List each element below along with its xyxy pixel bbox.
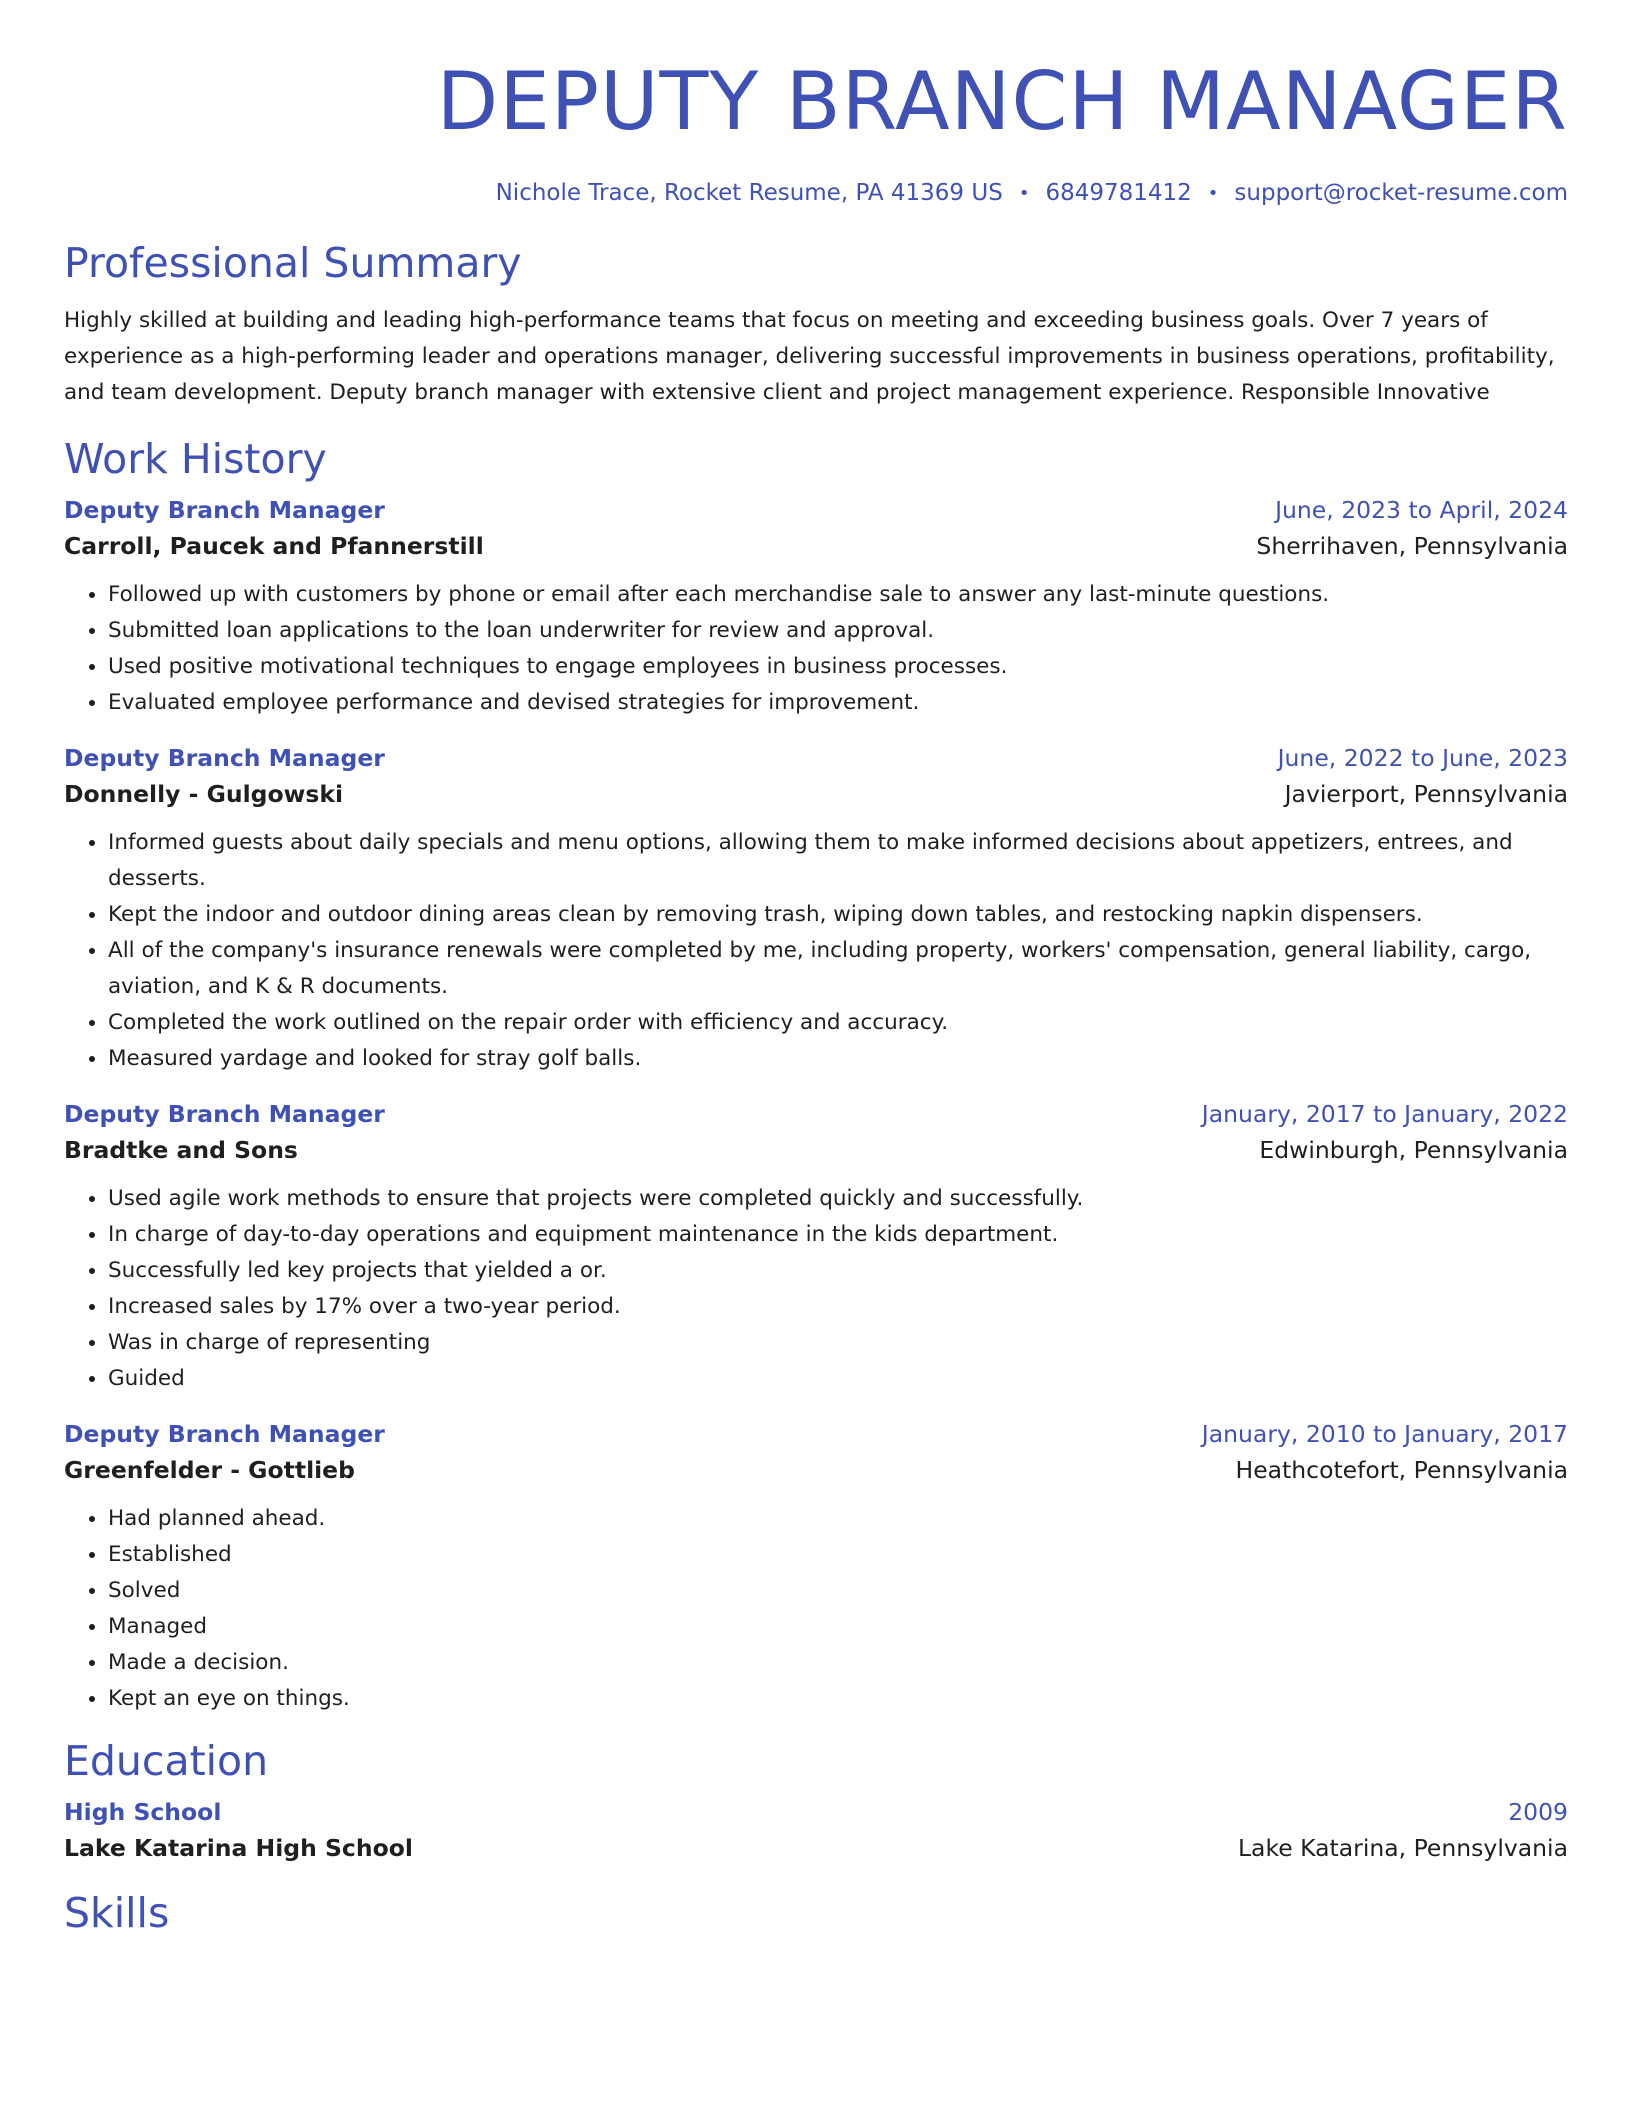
job-bullet-list [64, 577, 1568, 721]
job-bullet: • Kept an eye on things. [108, 1681, 1568, 1717]
education-entry [64, 1795, 1568, 1867]
job-location: Sherrihaven, Pennsylvania [1256, 532, 1568, 560]
job-dates: January, 2010 to January, 2017 [1201, 1420, 1568, 1448]
job-role: Deputy Branch Manager [64, 1100, 385, 1128]
job-bullet: • Increased sales by 17% over a two-year period. [108, 1289, 1568, 1325]
job-bullet: • Managed [108, 1609, 1568, 1645]
job-bullet-list [64, 1181, 1568, 1397]
job-company: Donnelly - Gulgowski [64, 780, 344, 808]
job-role: Deputy Branch Manager [64, 744, 385, 772]
contact-phone: 6849781412 [1045, 180, 1192, 206]
job-bullet: • Measured yardage and looked for stray golf balls. [108, 1041, 1568, 1077]
education-year: 2009 [1508, 1798, 1568, 1826]
job-dates: June, 2022 to June, 2023 [1277, 744, 1568, 772]
job-bullet: • Completed the work outlined on the repair order with efficiency and accuracy. [108, 1005, 1568, 1041]
job-location: Heathcotefort, Pennsylvania [1235, 1456, 1568, 1484]
summary-text: Highly skilled at building and leading high-performance teams that focus on meeting and exceeding business goals. Over 7 years of experience as a high-performing leader and operations manager, delivering successful improvements in business operations, profitability, and team development. Deputy branch manager with extensive client and project management experience. Responsible Innovative [64, 308, 1555, 405]
resume-title: DEPUTY BRANCH MANAGER [436, 55, 1568, 148]
job-company-row [64, 1131, 1568, 1169]
education-location: Lake Katarina, Pennsylvania [1237, 1834, 1568, 1862]
job-bullet: • Informed guests about daily specials and menu options, allowing them to make informed decisions about appetizers, entrees, and desserts. [108, 825, 1568, 897]
job-entry [64, 1097, 1568, 1397]
job-bullet: • Submitted loan applications to the loan underwriter for review and approval. [108, 613, 1568, 649]
job-bullet: • Made a decision. [108, 1645, 1568, 1681]
resume-page [64, 0, 1568, 1939]
job-company: Bradtke and Sons [64, 1136, 298, 1164]
job-dates: June, 2023 to April, 2024 [1275, 496, 1568, 524]
job-role: Deputy Branch Manager [64, 1420, 385, 1448]
job-bullet: • Successfully led key projects that yielded a or. [108, 1253, 1568, 1289]
job-header-row [64, 493, 1568, 527]
section-title-education: Education [64, 1737, 269, 1785]
job-bullet: • Solved [108, 1573, 1568, 1609]
job-entry [64, 1417, 1568, 1717]
job-header-row [64, 741, 1568, 775]
job-location: Edwinburgh, Pennsylvania [1259, 1136, 1568, 1164]
job-entry [64, 741, 1568, 1077]
job-bullet: • Used positive motivational techniques to engage employees in business processes. [108, 649, 1568, 685]
contact-separator: • [1207, 183, 1219, 204]
job-location: Javierport, Pennsylvania [1284, 780, 1568, 808]
job-company: Greenfelder - Gottlieb [64, 1456, 355, 1484]
job-company: Carroll, Paucek and Pfannerstill [64, 532, 484, 560]
contact-email: support@rocket-resume.com [1234, 180, 1568, 206]
job-bullet: • Guided [108, 1361, 1568, 1397]
job-bullet: • Evaluated employee performance and devised strategies for improvement. [108, 685, 1568, 721]
contact-separator: • [1018, 183, 1030, 204]
contact-address: Nichole Trace, Rocket Resume, PA 41369 US [495, 180, 1003, 206]
job-bullet: • Used agile work methods to ensure that projects were completed quickly and successfully. [108, 1181, 1568, 1217]
job-bullet: • Had planned ahead. [108, 1501, 1568, 1537]
job-header-row [64, 1417, 1568, 1451]
job-company-row [64, 1451, 1568, 1489]
job-bullet: • Kept the indoor and outdoor dining areas clean by removing trash, wiping down tables, and restocking napkin dispensers. [108, 897, 1568, 933]
job-bullet: • Was in charge of representing [108, 1325, 1568, 1361]
job-bullet: • In charge of day-to-day operations and equipment maintenance in the kids department. [108, 1217, 1568, 1253]
education-school: Lake Katarina High School [64, 1834, 413, 1862]
job-header-row [64, 1097, 1568, 1131]
job-dates: January, 2017 to January, 2022 [1201, 1100, 1568, 1128]
job-company-row [64, 775, 1568, 813]
contact-line [64, 178, 1568, 209]
education-header-row [64, 1795, 1568, 1829]
job-bullet: • Followed up with customers by phone or email after each merchandise sale to answer any last-minute questions. [108, 577, 1568, 613]
section-title-work-history: Work History [64, 435, 327, 483]
job-bullet-list [64, 1501, 1568, 1717]
section-title-skills: Skills [64, 1889, 170, 1937]
education-school-row [64, 1829, 1568, 1867]
job-bullet: • All of the company's insurance renewals were completed by me, including property, workers' compensation, general liability, cargo, aviation, and K & R documents. [108, 933, 1568, 1005]
job-role: Deputy Branch Manager [64, 496, 385, 524]
job-bullet: • Established [108, 1537, 1568, 1573]
section-title-summary: Professional Summary [64, 239, 522, 287]
job-company-row [64, 527, 1568, 565]
job-entry [64, 493, 1568, 721]
education-degree: High School [64, 1798, 222, 1826]
job-bullet-list [64, 825, 1568, 1077]
